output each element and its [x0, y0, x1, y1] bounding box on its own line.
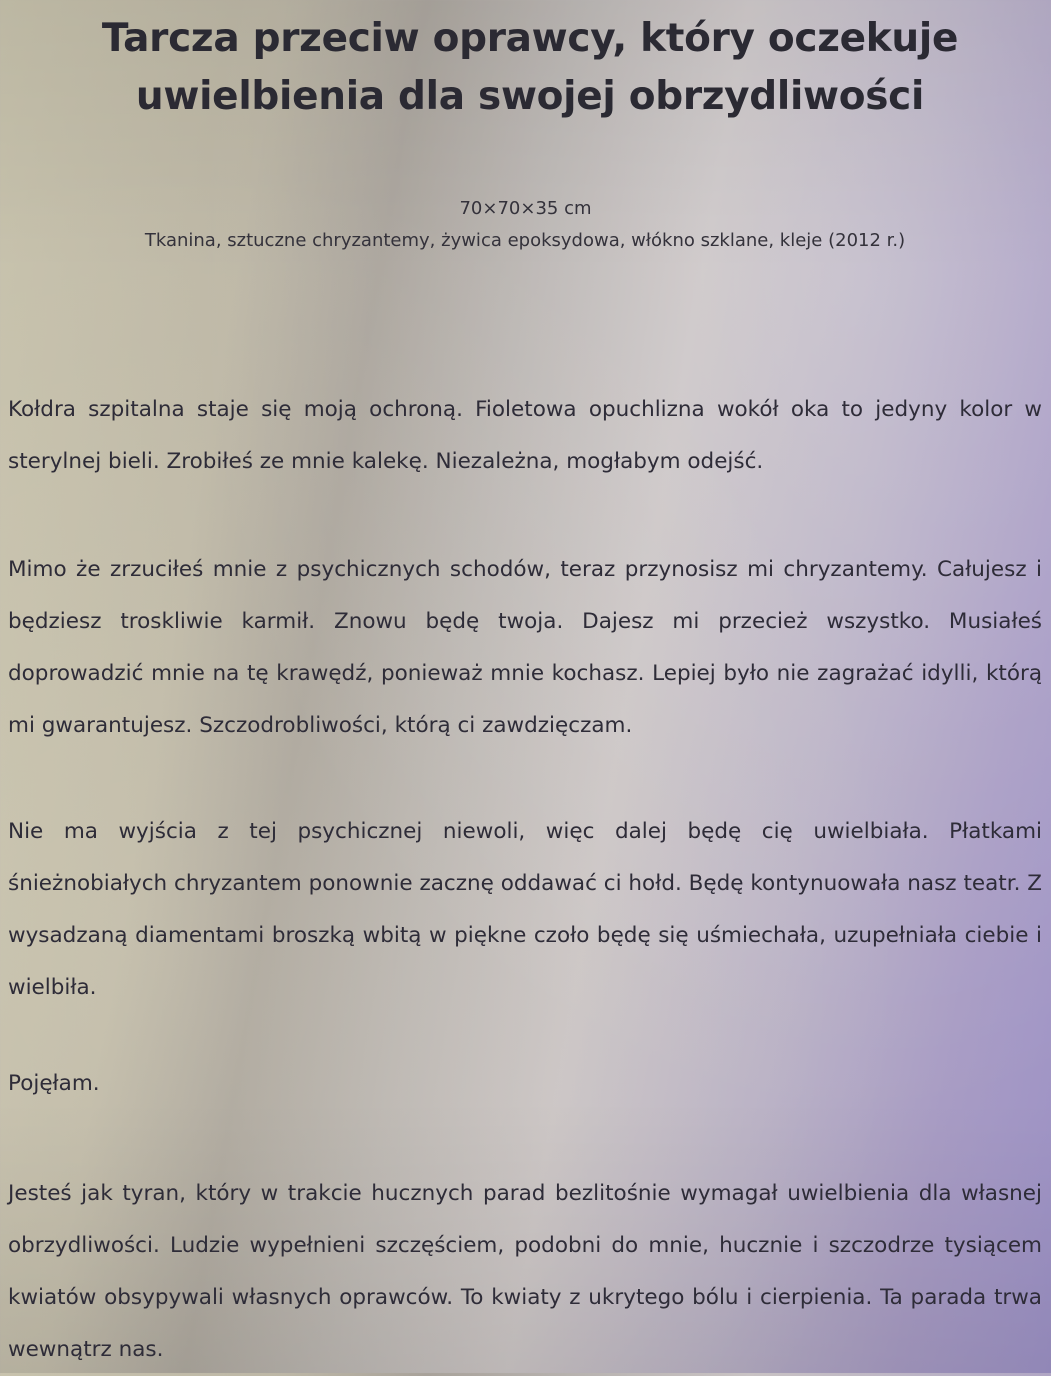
artwork-dimensions: 70×70×35 cm	[459, 198, 592, 219]
paragraph-4: Pojęłam.	[8, 1071, 100, 1096]
paragraph-5: Jesteś jak tyran, który w trakcie hucznych parad bezlitośnie wymagał uwielbienia dla własnej obrzydliwości. Ludzie wypełnieni szczęściem, podobni do mnie, hucznie i szczodrze tysiącem kwiatów obsypywali własnych oprawców. To kwiaty z ukrytego bólu i cierpienia. Ta parada trwa wewnątrz nas.	[8, 1181, 1042, 1362]
artwork-materials: Tkanina, sztuczne chryzantemy, żywica epoksydowa, włókno szklane, kleje (2012 r.)	[144, 230, 906, 251]
document-title: Tarcza przeciw oprawcy, który oczekuje uwielbienia dla swojej obrzydliwości	[101, 16, 959, 119]
paragraph-3: Nie ma wyjścia z tej psychicznej niewoli, więc dalej będę cię uwielbiała. Płatkami śnieżnobiałych chryzantem ponownie zacznę oddawać ci hołd. Będę kontynuowała nasz teatr. Z wysadzaną diamentami broszką wbitą w piękne czoło będę się uśmiechała, uzupełniała ciebie i wielbiła.	[8, 819, 1042, 1000]
paragraph-2: Mimo że zrzuciłeś mnie z psychicznych schodów, teraz przynosisz mi chryzantemy. Całujesz i będziesz troskliwie karmił. Znowu będę twoja. Dajesz mi przecież wszystko. Musiałeś doprowadzić mnie na tę krawędź, ponieważ mnie kochasz. Lepiej było nie zagrażać idylli, którą mi gwarantujesz. Szczodrobliwości, którą ci zawdzięczam.	[8, 557, 1042, 738]
paragraph-1: Kołdra szpitalna staje się moją ochroną. Fioletowa opuchlizna wokół oka to jedyny kolor w sterylnej bieli. Zrobiłeś ze mnie kalekę. Niezależna, mogłabym odejść.	[8, 397, 1042, 474]
